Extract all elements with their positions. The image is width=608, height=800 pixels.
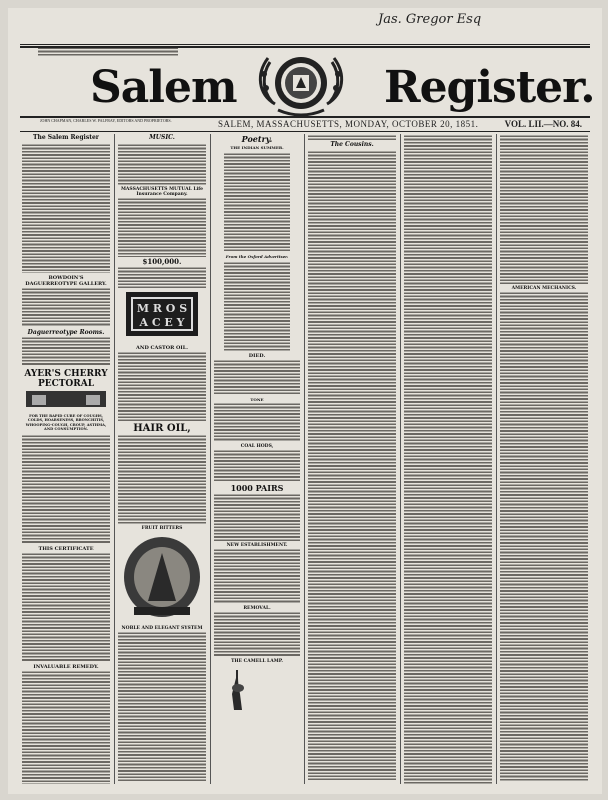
- ad-heading: REMOVAL.: [243, 606, 271, 611]
- text-block: [22, 287, 110, 327]
- text-block: [22, 670, 110, 784]
- handwritten-signature: Jas. Gregor Esq: [378, 12, 482, 27]
- masthead-register: Register.: [384, 62, 595, 113]
- text-block: [214, 548, 300, 604]
- ad-subheading: FOR THE RAPID CURE OF COUGHS, COLDS, HOARSENESS, BRONCHITIS, WHOOPING-COUGH, CROUP, ASTHMA, AND CONSUMPTION.: [25, 414, 107, 432]
- poem-text: [224, 261, 290, 351]
- ad-heading: AND CASTOR OIL.: [136, 345, 188, 351]
- ad-heading: MASSACHUSETTS MUTUAL Life Insurance Company.: [120, 187, 204, 197]
- ad-heading: TONE: [250, 397, 264, 402]
- text-block: [214, 493, 300, 541]
- column-rule: [114, 134, 115, 784]
- ad-heading: THIS CERTIFICATE: [38, 545, 94, 552]
- text-block: [500, 291, 588, 781]
- column-5: [404, 134, 492, 784]
- column-3: [214, 134, 300, 784]
- text-block: [22, 434, 110, 544]
- column-1: [22, 134, 110, 784]
- text-block: [118, 631, 206, 781]
- dateline-rule: [20, 131, 590, 132]
- ad-heading: THE CAMELL LAMP.: [231, 659, 283, 664]
- story-text: [308, 150, 396, 780]
- story-title: The Cousins.: [330, 141, 374, 148]
- place-date: SALEM, MASSACHUSETTS, MONDAY, OCTOBER 20, 1851.: [218, 119, 479, 129]
- text-block: [22, 336, 110, 366]
- text-block: [214, 449, 300, 481]
- ad-heading: NOBLE AND ELEGANT SYSTEM: [121, 626, 203, 631]
- svg-text:A C E Y: A C E Y: [139, 316, 185, 329]
- text-block: [118, 266, 206, 288]
- ad-heading-ayer: AYER'S CHERRY PECTORAL: [24, 369, 108, 389]
- text-block: [22, 552, 110, 662]
- column-rule: [496, 134, 497, 784]
- ad-heading: Daguerreotype Rooms.: [27, 329, 105, 336]
- ad-heading-hair-oil: HAIR OIL,: [133, 423, 191, 434]
- text-block: [214, 611, 300, 657]
- text-block: [118, 143, 206, 185]
- story-text: [404, 134, 492, 784]
- ad-heading: NEW ESTABLISHMENT.: [226, 543, 288, 548]
- masthead-salem: Salem: [90, 62, 237, 113]
- pectoral-engraving: [22, 389, 110, 409]
- column-heading: The Salem Register: [33, 134, 99, 141]
- city-seal-emblem: [248, 44, 354, 122]
- column-6: [500, 134, 588, 784]
- column-4: [308, 134, 396, 784]
- ad-heading: INVALUABLE REMEDY.: [33, 663, 99, 670]
- ad-heading: BOWDOIN'S DAGUERREOTYPE GALLERY.: [25, 275, 107, 287]
- text-block: [118, 351, 206, 421]
- text-block: [308, 134, 396, 140]
- stamp-logo: [118, 288, 206, 340]
- poem-title: THE INDIAN SUMMER.: [230, 145, 284, 150]
- column-rule: [400, 134, 401, 784]
- column-rule: [304, 134, 305, 784]
- publishers-line: JOHN CHAPMAN, CHARLES W. PALFRAY, EDITORS AND PROPRIETORS.: [40, 118, 172, 123]
- column-heading: MUSIC.: [149, 134, 175, 141]
- volume-number: VOL. LII.—NO. 84.: [504, 119, 582, 129]
- text-block: [118, 434, 206, 524]
- died-heading: DIED.: [248, 353, 266, 359]
- text-block: [214, 402, 300, 442]
- ad-heading: COAL HODS,: [240, 444, 274, 449]
- ad-amount: $100,000.: [142, 257, 182, 266]
- bitters-engraving: [118, 531, 206, 621]
- poem-text: [224, 152, 290, 252]
- text-block: [118, 197, 206, 257]
- poem-source: From the Oxford Advertiser.: [225, 254, 289, 259]
- column-heading-poetry: Poetry.: [241, 134, 273, 144]
- ad-heading: FRUIT BITTERS: [141, 526, 183, 531]
- text-block: [500, 134, 588, 284]
- column-2: [118, 134, 206, 784]
- ad-heading: 1000 PAIRS: [230, 483, 284, 493]
- column-rule: [210, 134, 211, 784]
- svg-text:M R O S: M R O S: [136, 302, 188, 315]
- text-block: [214, 359, 300, 395]
- text-block: [22, 143, 110, 273]
- dateline: [20, 118, 590, 130]
- section-heading: AMERICAN MECHANICS.: [511, 286, 577, 291]
- newspaper-page: [8, 8, 602, 794]
- lamp-engraving: [214, 664, 300, 714]
